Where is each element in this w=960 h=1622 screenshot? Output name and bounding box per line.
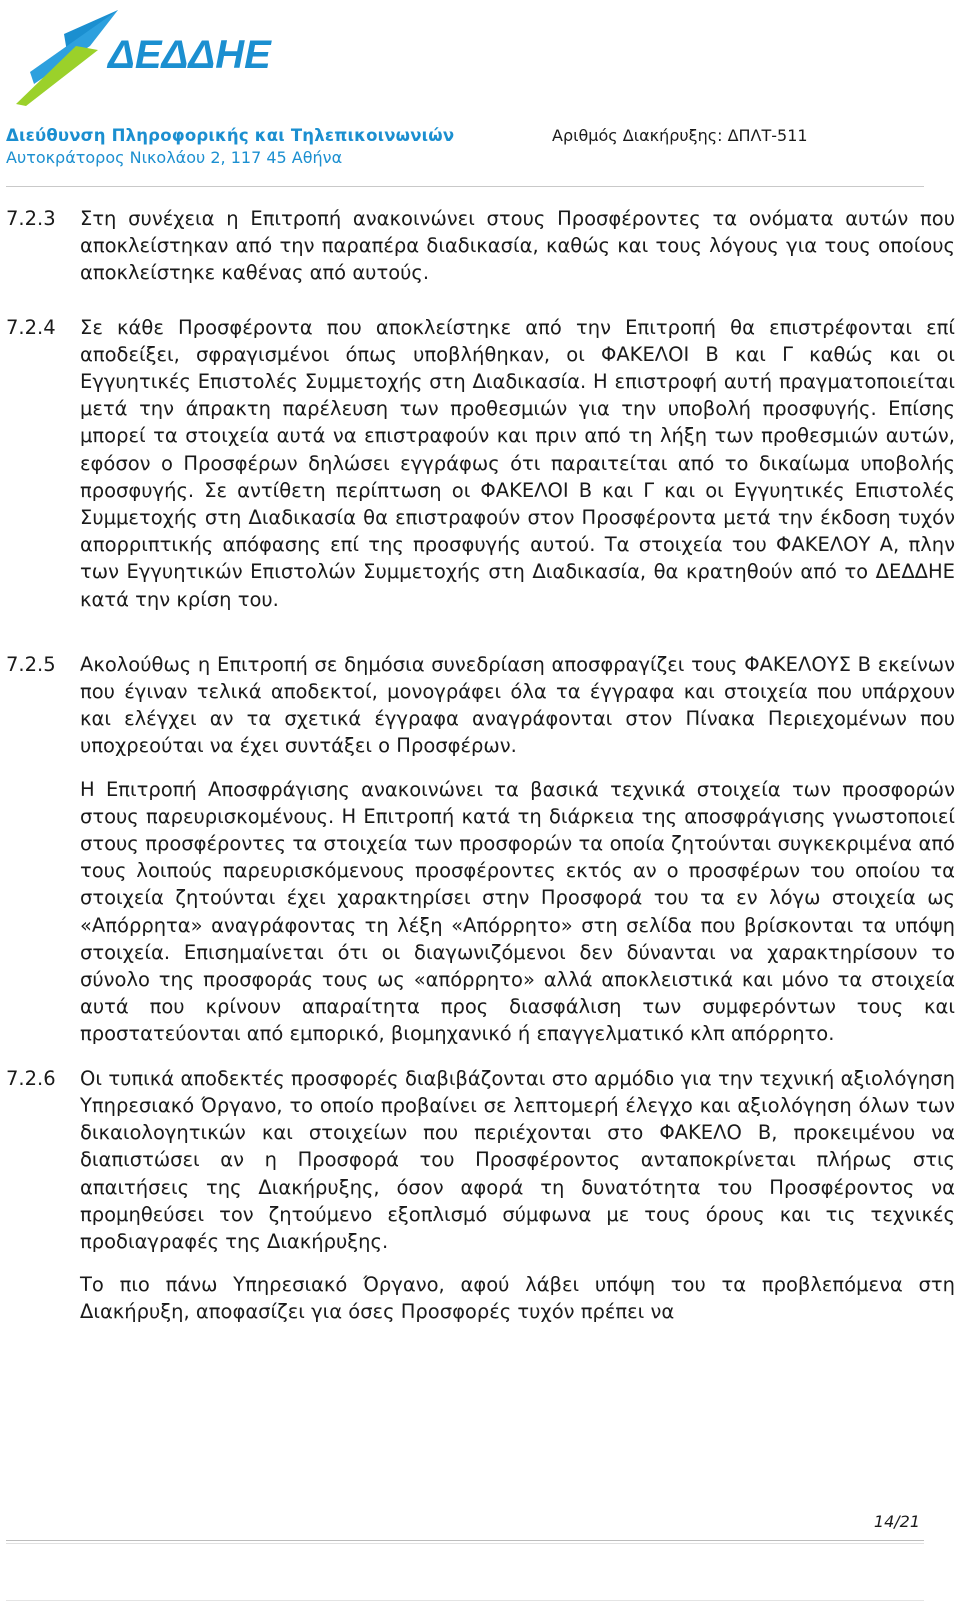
logo-text: ΔΕΔΔΗΕ	[108, 33, 271, 77]
section-text: Σε κάθε Προσφέροντα που αποκλείστηκε από την Επιτροπή θα επιστρέφονται επί αποδείξει, σφραγισμένοι όπως υποβλήθηκαν, οι ΦΑΚΕΛΟΙ Β και Γ καθώς και οι Εγγυητικές Επιστολές Συμμετοχής στη Διαδικασία. Η επιστροφή αυτή πραγματοποιείται μετά την άπρακτη παρέλευση των προθεσμιών για την υποβολή προσφυγής. Επίσης μπορεί τα στοιχεία αυτά να επιστραφούν και πριν από τη λήξη των προθεσμιών αυτών, εφόσον ο Προσφέρων δηλώσει εγγράφως ότι παραιτείται από το δικαίωμα υποβολής προσφυγής. Σε αντίθετη περίπτωση οι ΦΑΚΕΛΟΙ Β και Γ και οι Εγγυητικές Επιστολές Συμμετοχής στη Διαδικασία θα επιστραφούν στον Προσφέροντα μετά την έκδοση τυχόν απορριπτικής απόφασης επί της προσφυγής αυτού. Τα στοιχεία του ΦΑΚΕΛΟΥ Α, πλην των Εγγυητικών Επιστολών Συμμετοχής στη Διαδικασία, θα κρατηθούν από το ΔΕΔΔΗΕ κατά την κρίση του.	[80, 315, 955, 611]
deddie-logo	[6, 6, 306, 110]
header-divider	[6, 186, 924, 187]
section-number: 7.2.6	[6, 1066, 56, 1090]
section-number: 7.2.5	[6, 652, 56, 676]
section-7-2-6	[6, 1065, 956, 1255]
page-bottom-line	[6, 1600, 924, 1601]
section-number: 7.2.4	[6, 315, 56, 339]
section-text: Στη συνέχεια η Επιτροπή ανακοινώνει στους Προσφέροντες τα ονόματα αυτών που αποκλείστηκαν από την παραπέρα διαδικασία, καθώς και τους λόγους για τους οποίους αποκλείστηκε καθένας από αυτούς.	[80, 207, 955, 285]
footer-divider-secondary	[6, 1543, 924, 1544]
section-number: 7.2.3	[6, 207, 56, 230]
section-text: Ακολούθως η Επιτροπή σε δημόσια συνεδρίαση αποσφραγίζει τους ΦΑΚΕΛΟΥΣ Β εκείνων που έγιναν τελικά αποδεκτοί, μονογράφει όλα τα έγγραφα και στοιχεία που υπάρχουν και ελέγχει αν τα σχετικά έγγραφα αναγράφονται στον Πίνακα Περιεχομένων που υποχρεούται να έχει συντάξει ο Προσφέρων.	[80, 652, 955, 758]
declaration-number: Αριθμός Διακήρυξης: ΔΠΛΤ-511	[552, 126, 808, 145]
document-body	[6, 205, 956, 1343]
org-address: Αυτοκράτορος Νικολάου 2, 117 45 Αθήνα	[6, 148, 343, 167]
section-7-2-4	[6, 314, 956, 613]
page-number: 14/21	[873, 1512, 920, 1531]
section-7-2-3	[6, 205, 956, 287]
section-7-2-5-continuation: Η Επιτροπή Αποσφράγισης ανακοινώνει τα βασικά τεχνικά στοιχεία των προσφορών στους παρευρισκομένους. Η Επιτροπή κατά τη διάρκεια της αποσφράγισης γνωστοποιεί στους προσφέροντες τα στοιχεία των προσφορών τα οποία ζητούνται συγκεκριμένα από τους λοιπούς παρευρισκόμενους προσφέροντες εκτός αν ο προσφέρων του οποίου τα στοιχεία ζητούνται έχει χαρακτηρίσει στην Προσφορά του τα εν λόγω στοιχεία ως «Απόρρητα» αναγράφοντας τη λέξη «Απόρρητο» στη σελίδα που βρίσκονται τα υπόψη στοιχεία. Επισημαίνεται ότι οι διαγωνιζόμενοι δεν δύνανται να χαρακτηρίσουν το σύνολο της προσφοράς τους ως «απόρρητο» αλλά αποκλειστικά και μόνο τα στοιχεία αυτά που κρίνουν απαραίτητα προς διασφάλιση των συμφερόντων τους και προστατεύονται από εμπορικό, βιομηχανικό ή επαγγελματικό κλπ απόρρητο.	[80, 777, 955, 1046]
section-7-2-5	[6, 651, 956, 760]
section-text: Οι τυπικά αποδεκτές προσφορές διαβιβάζονται στο αρμόδιο για την τεχνική αξιολόγηση Υπηρεσιακό Όργανο, το οποίο προβαίνει σε λεπτομερή έλεγχο και αξιολόγηση όλων των δικαιολογητικών και στοιχείων που περιέχονται στο ΦΑΚΕΛΟ Β, προκειμένου να διαπιστώσει αν η Προσφορά του Προσφέροντος ανταποκρίνεται πλήρως στις απαιτήσεις της Διακήρυξης, όσον αφορά τη δυνατότητα του Προσφέροντος να προμηθεύσει τον ζητούμενο εξοπλισμό σύμφωνα με τους όρους και τις τεχνικές προδιαγραφές της Διακήρυξης.	[80, 1066, 955, 1253]
org-name: Διεύθυνση Πληροφορικής και Τηλεπικοινωνιών	[6, 126, 455, 145]
section-7-2-6-continuation: Το πιο πάνω Υπηρεσιακό Όργανο, αφού λάβει υπόψη του τα προβλεπόμενα στη Διακήρυξη, αποφασίζει για όσες Προσφορές τυχόν πρέπει να	[80, 1273, 955, 1324]
footer-divider	[6, 1540, 924, 1541]
